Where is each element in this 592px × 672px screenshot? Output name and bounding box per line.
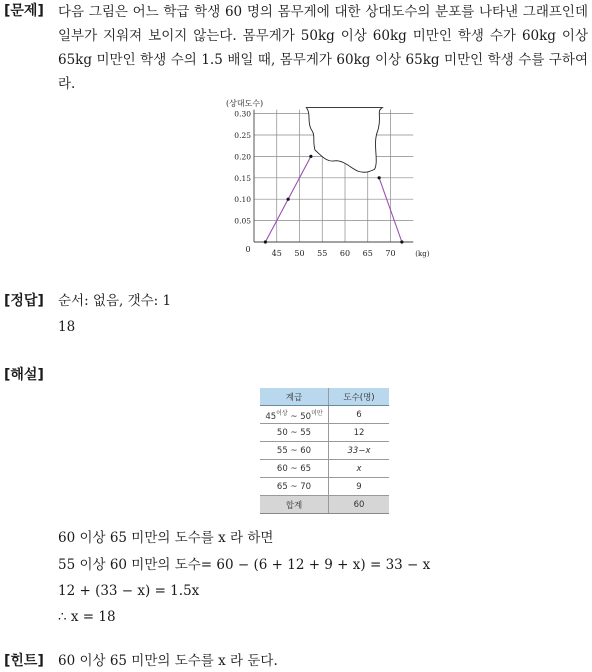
erased-patch <box>306 108 382 173</box>
table-row <box>260 478 389 496</box>
table-cell: 60 ~ 65 <box>260 460 329 478</box>
data-point <box>264 240 267 243</box>
origin-label: 0 <box>245 245 251 254</box>
table-total-row <box>260 496 389 514</box>
header-frequency: 도수(명) <box>329 388 390 406</box>
data-point <box>378 176 381 179</box>
table-cell: $45^{이상}$ ~ $50^{미만}$ <box>260 406 329 424</box>
table-cell: 12 <box>329 424 390 442</box>
data-point <box>400 240 403 243</box>
y-axis-title: (상대도수) <box>226 99 264 108</box>
x-tick-label: 70 <box>385 249 396 258</box>
data-point <box>287 198 290 201</box>
graph-svg <box>218 96 428 262</box>
hint-text: 60 이상 65 미만의 도수를 x 라 둔다. <box>58 653 278 669</box>
y-tick-label: 0.10 <box>234 195 251 205</box>
data-point <box>309 155 312 158</box>
table-row <box>260 424 389 442</box>
answer-line-2: 18 <box>58 319 76 335</box>
y-tick-label: 0.05 <box>234 216 251 226</box>
explanation-line-2: 55 이상 60 미만의 도수= 60 − (6 + 12 + 9 + x) = 33 − x <box>58 557 431 573</box>
table-cell: 33−x <box>329 442 390 460</box>
y-tick-label: 0.20 <box>234 152 251 162</box>
table-cell: 합계 <box>260 496 329 514</box>
table-row <box>260 460 389 478</box>
erased-region <box>306 108 382 173</box>
table-cell: x <box>329 460 390 478</box>
x-tick-label: 55 <box>317 249 328 258</box>
x-tick-label: 65 <box>362 249 373 258</box>
table-row <box>260 406 389 424</box>
hint-label: [힌트] <box>4 653 44 669</box>
y-tick-label: 0.15 <box>234 173 251 183</box>
table-cell: 6 <box>329 406 390 424</box>
y-tick-label: 0.30 <box>234 109 251 119</box>
header-class: 계급 <box>260 388 329 406</box>
table-row <box>260 442 389 460</box>
table-cell: 9 <box>329 478 390 496</box>
x-unit-label: (kg) <box>415 250 430 258</box>
explanation-line-1: 60 이상 65 미만의 도수를 x 라 하면 <box>58 530 274 546</box>
x-tick-label: 50 <box>294 249 305 258</box>
table-cell: 65 ~ 70 <box>260 478 329 496</box>
frequency-table <box>260 388 389 514</box>
x-tick-label: 45 <box>271 249 282 258</box>
y-tick-label: 0.25 <box>234 131 251 140</box>
problem-label: [문제] <box>4 3 44 19</box>
answer-label: [정답] <box>4 293 44 309</box>
table-cell: 50 ~ 55 <box>260 424 329 442</box>
table-header-row <box>260 388 389 406</box>
explanation-line-3: 12 + (33 − x) = 1.5x <box>58 583 200 599</box>
explanation-line-4: ∴ x = 18 <box>58 609 116 625</box>
explanation-label: [해설] <box>4 367 44 383</box>
x-tick-label: 60 <box>339 249 351 258</box>
answer-line-1: 순서: 없음, 갯수: 1 <box>58 293 172 309</box>
table-cell: 60 <box>329 496 390 514</box>
table-cell: 55 ~ 60 <box>260 442 329 460</box>
problem-text: 다음 그림은 어느 학급 학생 60 명의 몸무게에 대한 상대도수의 분포를 나타낸 그래프인데 일부가 지워져 보이지 않는다. 몸무게가 50kg 이상 60kg 미만인 학생 수가 60kg 이상 65kg 미만인 학생 수의 1.5 배일 때, 몸무게가 60kg 이상 65kg 미만인 학생 수를 구하여라. <box>58 4 588 92</box>
relative-frequency-graph <box>218 96 428 262</box>
